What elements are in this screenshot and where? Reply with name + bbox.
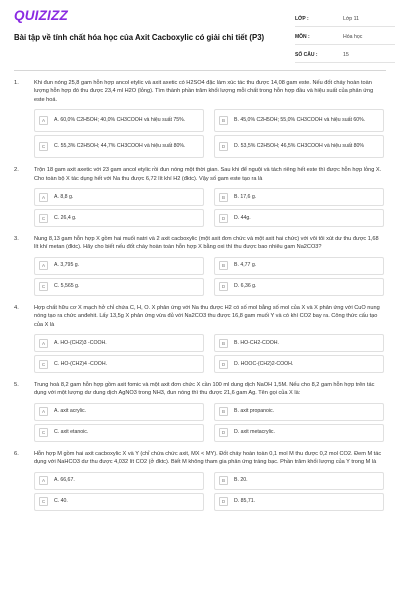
option-text: A. HO-(CH2)3 -COOH. (54, 339, 107, 346)
meta-row-class (295, 12, 395, 27)
question-text: Trộn 18 gam axit axetic với 23 gam ancol etylic rồi đun nóng một thời gian. Sau khi để nguội và tách riêng hết este thì được hỗn hợp lỏng X. Cho toàn bộ X tác dụng hết với Na thu được 6,72 lít khí H2 (đktc). Vậy số gam este tạo ra là (34, 167, 382, 182)
question-text: Hỗn hợp M gồm hai axit cacboxylic X và Y (chỉ chứa chức axit, MX < MY). Đốt cháy hoàn toàn 0,1 mol M thu được 0,2 mol CO2. Đem M tác dụng với NaHCO3 dư thu được 4,032 lít CO2 (ở đktc). Biết M không tham gia phản ứng tráng bạc. Phần trăm khối lượng của Y trong M là (34, 450, 382, 466)
meta-info (295, 12, 395, 66)
option-letter-box: A (39, 339, 48, 348)
option-letter-box: A (39, 261, 48, 270)
option-text: B. axit propanoic. (234, 408, 275, 415)
answer-options (34, 188, 384, 227)
option-text: A. 3,795 g. (54, 262, 80, 269)
answer-option-a[interactable] (34, 109, 204, 132)
option-text: B. 17,6 g. (234, 193, 257, 200)
answer-option-d[interactable] (214, 424, 384, 442)
meta-value: Lớp 11 (343, 16, 359, 22)
header (0, 0, 400, 60)
answer-option-a[interactable] (34, 403, 204, 421)
answer-option-d[interactable] (214, 355, 384, 373)
question-number: 1. (14, 80, 19, 86)
answer-option-a[interactable] (34, 257, 204, 275)
meta-value: 15 (343, 52, 349, 58)
option-text: D. 53,5% C2H5OH; 46,5% CH3COOH và hiệu suất 80% (234, 143, 365, 150)
option-text: B. 20. (234, 477, 248, 484)
question-number: 3. (14, 236, 19, 243)
question-list (0, 78, 400, 518)
meta-row-question-count (295, 48, 395, 63)
answer-option-c[interactable] (34, 135, 204, 158)
header-divider (14, 70, 386, 71)
option-text: D. 44g. (234, 214, 251, 221)
option-letter-box: D (219, 428, 228, 437)
answer-option-d[interactable] (214, 135, 384, 158)
option-letter-box: B (219, 193, 228, 202)
answer-options (34, 109, 384, 158)
option-text: A. 8,8 g. (54, 193, 74, 200)
answer-options (34, 403, 384, 442)
option-letter-box: B (219, 476, 228, 485)
answer-option-c[interactable] (34, 209, 204, 227)
option-letter-box: D (219, 142, 228, 151)
question-item (0, 449, 400, 511)
option-letter-box: B (219, 407, 228, 416)
meta-row-subject (295, 30, 395, 45)
option-letter-box: B (219, 339, 228, 348)
answer-option-b[interactable] (214, 188, 384, 206)
question-text: Khi đun nóng 25,8 gam hỗn hợp ancol etylic và axit axetic có H2SO4 đặc làm xúc tác thu được 14,08 gam este. Nếu đốt cháy hoàn toàn lượng hỗn hợp đó thu được 23,4 ml H2O (lỏng). Tìm thành phần trăm khối lượng mỗi chất trong hỗn hợp đầu và hiệu suất của phản ứng este hoá. (34, 80, 374, 103)
option-text: D. HOOC-(CH2)2-COOH. (234, 360, 294, 367)
answer-option-d[interactable] (214, 209, 384, 227)
option-letter-box: C (39, 360, 48, 369)
answer-option-b[interactable] (214, 257, 384, 275)
option-text: A. axit acrylic. (54, 408, 86, 415)
option-text: B. 4,77 g. (234, 262, 257, 269)
answer-option-b[interactable] (214, 334, 384, 352)
question-text: Hợp chất hữu cơ X mạch hở chỉ chứa C, H, O. X phản ứng với Na thu được H2 có số mol bằng số mol của X và X phản ứng với CuO nung nóng tạo ra chức anđehit. Lấy 13,5g X phản ứng vừa đủ với Na2CO3 thu được 16,8 gam muối Y và có khí CO2 bay ra. Công thức cấu tạo của X là (34, 304, 380, 328)
answer-options (34, 257, 384, 296)
answer-option-b[interactable] (214, 472, 384, 490)
option-text: D. 6,36 g. (234, 283, 257, 290)
quizizz-logo[interactable]: QUIZIZZ (14, 8, 68, 23)
option-text: A. 66,67. (54, 477, 75, 484)
answer-option-a[interactable] (34, 472, 204, 490)
option-text: D. axit metacrylic. (234, 429, 275, 436)
answer-option-b[interactable] (214, 109, 384, 132)
answer-option-d[interactable] (214, 493, 384, 511)
answer-options (34, 472, 384, 511)
option-text: C. 55,3% C2H5OH; 44,7% CH3COOH và hiệu suất 80%. (54, 143, 186, 150)
option-letter-box: C (39, 282, 48, 291)
option-letter-box: D (219, 497, 228, 506)
meta-label: SỐ CÂU : (295, 52, 318, 58)
option-letter-box: A (39, 193, 48, 202)
option-text: A. 60,0% C2H5OH; 40,0% CH3COOH và hiệu suất 75%. (54, 117, 186, 124)
question-item (0, 165, 400, 227)
option-letter-box: D (219, 282, 228, 291)
question-number: 2. (14, 167, 19, 174)
option-letter-box: C (39, 497, 48, 506)
option-text: C. 5,565 g. (54, 283, 80, 290)
option-letter-box: B (219, 261, 228, 270)
option-text: C. axit etanoic. (54, 429, 89, 436)
question-text: Nung 8,13 gam hỗn hợp X gồm hai muối natri và 2 axit cacboxylic (một axit đơn chức và một axit hai chức) với vôi tôi xút dư thu được 1,68 lít khí metan (đktc). Hãy cho biết nếu đốt cháy hoàn toàn hỗn hợp X bằng oxi thì thu được bao nhiêu gam Na2CO3? (34, 236, 379, 251)
option-text: C. 26,4 g. (54, 214, 77, 221)
question-item (0, 303, 400, 373)
question-number: 4. (14, 304, 19, 311)
answer-option-c[interactable] (34, 493, 204, 511)
meta-label: MÔN : (295, 34, 310, 40)
answer-option-c[interactable] (34, 355, 204, 373)
option-letter-box: A (39, 476, 48, 485)
option-letter-box: D (219, 214, 228, 223)
answer-option-d[interactable] (214, 278, 384, 296)
option-text: B. HO-CH2-COOH. (234, 339, 279, 346)
question-item (0, 234, 400, 296)
option-text: C. 40. (54, 498, 68, 505)
option-letter-box: B (219, 116, 228, 125)
option-text: C. HO-(CH2)4 -COOH. (54, 360, 108, 367)
answer-option-c[interactable] (34, 424, 204, 442)
question-number: 5. (14, 382, 19, 389)
option-letter-box: A (39, 407, 48, 416)
question-number: 6. (14, 450, 19, 457)
meta-label: LỚP : (295, 16, 309, 22)
option-text: B. 45,0% C2H5OH; 55,0% CH3COOH và hiệu suất 60%. (234, 117, 366, 124)
option-letter-box: C (39, 214, 48, 223)
answer-option-b[interactable] (214, 403, 384, 421)
meta-value: Hóa học (343, 34, 363, 40)
option-letter-box: D (219, 360, 228, 369)
answer-option-a[interactable] (34, 188, 204, 206)
question-item (0, 78, 400, 158)
question-text: Trung hoà 8,2 gam hỗn hợp gồm axit fomic và một axit đơn chức X cần 100 ml dung dịch NaOH 1,5M. Nếu cho 8,2 gam hỗn hợp trên tác dụng với một lượng dư dung dịch AgNO3 trong NH3, đun nóng thì thu được 21,6 gam Ag. Tên gọi của X là: (34, 382, 375, 397)
option-letter-box: C (39, 428, 48, 437)
page-title: Bài tập về tính chất hóa học của Axit Cacboxylic có giải chi tiết (P3) (14, 33, 265, 42)
option-text: D. 85,71. (234, 498, 256, 505)
question-item (0, 380, 400, 442)
answer-option-c[interactable] (34, 278, 204, 296)
answer-options (34, 334, 384, 373)
option-letter-box: C (39, 142, 48, 151)
answer-option-a[interactable] (34, 334, 204, 352)
option-letter-box: A (39, 116, 48, 125)
